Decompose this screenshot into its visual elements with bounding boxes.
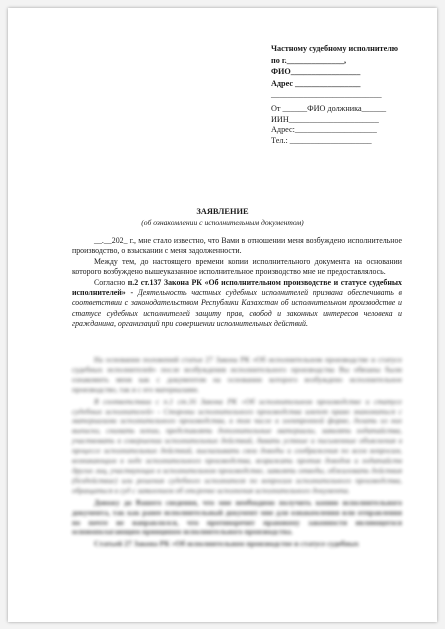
sender-phone: Тел.: ____________________ <box>271 135 372 145</box>
blurred-paragraph-4: Статьей 27 Закона РК «Об исполнительном производстве и статусе судебных <box>94 539 359 549</box>
document-page <box>8 8 437 622</box>
paragraph-3 <box>72 278 402 330</box>
blurred-paragraph-2: В соответствии с п.1 ст.16 Закона РК «Об исполнительном производстве и статусе судебных исполнителей» - Стороны исполнительного производства имеют право знакомиться с материалами исполнительного производства, в том числе в электронной форме, делать из них выписки, снимать копии, представлять дополнительные материалы, заявлять ходатайства, участвовать в совершении исполнительных действий, давать устные и письменные объяснения в процессе исполнительных действий, высказывать свои доводы и соображения по всем вопросам, возникающим в ходе исполнительного производства, возражать против доводов и ходатайств других лиц, участвующих в исполнительном производстве, заявлять отводы, обжаловать действия (бездействие) или решения судебного исполнителя по вопросам исполнительного производства, обращаться в суд с заявлением об отсрочке исполнения исполнительного документа. <box>72 396 402 495</box>
blurred-paragraph-3: Довожу до Вашего сведения, что мне необходимо получить копию исполнительного документа, так как ранее исполнительный документ мне для ознакомления или отправления по почте не направлялся, что противоречит правовому законности являющегося основополагающим принципом исполнительного производства. <box>72 497 402 537</box>
recipient-city: по г.______________, <box>271 55 347 65</box>
recipient-block <box>271 43 431 101</box>
paragraph-3-prefix: Согласно <box>94 277 126 287</box>
recipient-address: Адрес ________________ <box>271 78 361 88</box>
sender-address: Адрес:____________________ <box>271 125 377 135</box>
blurred-preview-text <box>72 355 402 551</box>
sender-iin: ИИН______________________ <box>271 114 379 124</box>
paragraph-2: Между тем, до настоящего времени копии исполнительного документа на основании которого возбуждено вышеуказанное исполнительное производство мне не предоставлялось. <box>72 256 402 277</box>
sender-from: От ______ФИО должника______ <box>271 104 387 113</box>
sender-block <box>271 104 431 146</box>
law-reference: п.2 ст.137 Закона РК «Об исполнительном производстве и статусе судебных исполнителей» - <box>72 277 402 298</box>
paragraph-1: __.__202_ г., мне стало известно, что Вами в отношении меня возбуждено исполнительное производство, о взыскании с меня задолженности. <box>72 236 402 256</box>
document-title: ЗАЯВЛЕНИЕ <box>196 207 249 216</box>
blurred-paragraph-1: На основании положений статьи 27 Закона РК «Об исполнительном производстве и статусе судебных исполнителей» после возбуждения исполнительного производства Вы обязаны были ознакомить меня как с документом на основании которого возбуждено исполнительное производство, так и с его материалами. <box>72 355 402 394</box>
recipient-address-line2: ___________________________ <box>271 90 382 99</box>
recipient-line: Частному судебному исполнителю <box>271 44 399 53</box>
law-quote: Деятельность частных судебных исполнителей призвана обеспечивать в соответствии с законодательством Республики Казахстан об исполнительном производстве и статусе судебных исполнителей защиту прав, свобод и законных интересов человека и гражданина, организаций при совершении исполнительных действий. <box>72 288 402 329</box>
document-body <box>72 236 402 330</box>
document-subtitle: (об ознакомлении с исполнительным документом) <box>141 218 304 227</box>
recipient-fio: ФИО_________________ <box>271 67 361 76</box>
